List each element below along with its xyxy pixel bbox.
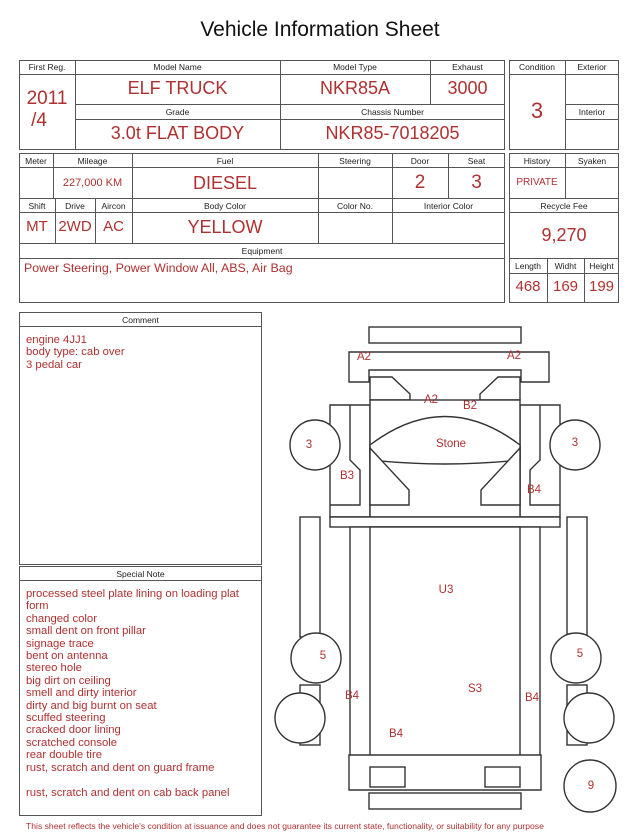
mark-bed-right-side: B4 xyxy=(524,692,540,704)
mark-rear-panel: B4 xyxy=(388,728,404,740)
mark-rear-right-tire: 5 xyxy=(576,648,584,660)
rear-step xyxy=(369,793,521,809)
seat-label: Seat xyxy=(467,156,486,166)
door-value: 2 xyxy=(414,172,426,193)
special-note-text: processed steel plate lining on loading platform changed color small dent on front pillar signage trace bent on antenna stereo hole big dirt on ceiling smell and dirty interior dirty and big burnt on seat scuffed steering cracked door lining scratched console rear double tire rust, scratch and dent on guard frame rust, scratch and dent on cab back panel xyxy=(26,588,239,799)
width-value: 169 xyxy=(552,278,579,295)
bed-right-rail xyxy=(567,517,587,637)
comment-label: Comment xyxy=(122,315,159,325)
mileage-label: Mileage xyxy=(77,156,108,166)
door-label: Door xyxy=(410,156,430,166)
history-value: PRIVATE xyxy=(516,177,558,188)
mark-front-bumper-left: A2 xyxy=(356,351,372,363)
meter-label: Meter xyxy=(25,156,47,166)
recycle-fee-label: Recycle Fee xyxy=(540,201,588,211)
equipment-value: Power Steering, Power Window All, ABS, Air Bag xyxy=(24,261,293,275)
history-label: History xyxy=(523,156,551,166)
height-label: Height xyxy=(589,261,614,271)
bed-left-rail xyxy=(300,517,320,637)
model-name-label: Model Name xyxy=(153,62,202,72)
aircon-label: Aircon xyxy=(101,201,126,211)
length-label: Length xyxy=(515,261,541,271)
length-value: 468 xyxy=(515,278,541,295)
chassis-number-label: Chassis Number xyxy=(361,107,424,117)
shift-value: MT xyxy=(26,218,48,235)
seat-value: 3 xyxy=(471,172,482,193)
exhaust-value: 3000 xyxy=(447,78,488,98)
disclaimer-footer: This sheet reflects the vehicle's condition at issuance and does not guarantee its current state, functionality, or suitability for any purpose xyxy=(26,821,544,831)
mark-cab-roof-a: A2 xyxy=(423,394,439,406)
mileage-value: 227,000 KM xyxy=(62,177,123,189)
front-left-corner xyxy=(370,377,410,400)
mark-cab-right: B4 xyxy=(526,484,542,496)
interior-label: Interior xyxy=(578,107,606,117)
rear-light-right xyxy=(485,767,520,787)
first-reg-month: /4 xyxy=(31,110,47,131)
front-left-tire xyxy=(290,420,340,470)
first-reg-label: First Reg. xyxy=(28,62,66,72)
model-type-value: NKR85A xyxy=(319,78,391,98)
rear-left-tire xyxy=(291,633,341,683)
mark-windshield: Stone xyxy=(435,438,467,450)
fuel-value: DIESEL xyxy=(192,173,258,193)
page-title: Vehicle Information Sheet xyxy=(200,18,440,41)
mark-bed-left-side: B4 xyxy=(344,690,360,702)
condition-value: 3 xyxy=(530,98,544,123)
width-label: Widht xyxy=(554,261,577,271)
height-value: 199 xyxy=(588,278,615,295)
mark-spare-tire: 9 xyxy=(587,780,595,792)
mark-front-right-tire: 3 xyxy=(571,437,579,449)
recycle-fee-value: 9,270 xyxy=(541,225,587,245)
fuel-label: Fuel xyxy=(216,156,234,166)
chassis-number-value: NKR85-7018205 xyxy=(325,123,460,143)
body-color-value: YELLOW xyxy=(187,217,263,237)
model-name-value: ELF TRUCK xyxy=(127,78,228,98)
front-bumper-top xyxy=(369,327,521,343)
rear-light-left xyxy=(370,767,405,787)
mark-cab-left: B3 xyxy=(339,470,355,482)
shift-label: Shift xyxy=(28,201,46,211)
mark-rear-left-tire: 5 xyxy=(319,650,327,662)
mark-front-left-tire: 3 xyxy=(305,439,313,451)
grade-value: 3.0t FLAT BODY xyxy=(110,123,245,143)
rear-right-outer-tire xyxy=(564,693,614,743)
drive-value: 2WD xyxy=(58,218,92,235)
aircon-value: AC xyxy=(103,218,124,235)
comment-text: engine 4JJ1 body type: cab over 3 pedal car xyxy=(26,334,125,371)
front-right-corner xyxy=(480,377,520,400)
mark-front-bumper-right: A2 xyxy=(506,350,522,362)
special-note-label: Special Note xyxy=(116,569,165,579)
equipment-label: Equipment xyxy=(241,246,283,256)
mark-bed-rear: S3 xyxy=(467,683,483,695)
rear-left-outer-tire xyxy=(275,693,325,743)
exterior-label: Exterior xyxy=(577,62,607,72)
body-color-label: Body Color xyxy=(203,201,247,211)
syaken-label: Syaken xyxy=(577,156,607,166)
exhaust-label: Exhaust xyxy=(452,62,483,72)
condition-label: Condition xyxy=(519,62,555,72)
first-reg-year: 2011 xyxy=(26,88,68,109)
interior-color-label: Interior Color xyxy=(423,201,474,211)
drive-label: Drive xyxy=(65,201,85,211)
color-no-label: Color No. xyxy=(337,201,373,211)
steering-label: Steering xyxy=(339,156,371,166)
mark-cab-roof-b: B2 xyxy=(462,400,478,412)
bed-front-rail xyxy=(330,517,560,527)
model-type-label: Model Type xyxy=(333,62,377,72)
mark-bed: U3 xyxy=(438,584,454,596)
grade-label: Grade xyxy=(165,107,190,117)
